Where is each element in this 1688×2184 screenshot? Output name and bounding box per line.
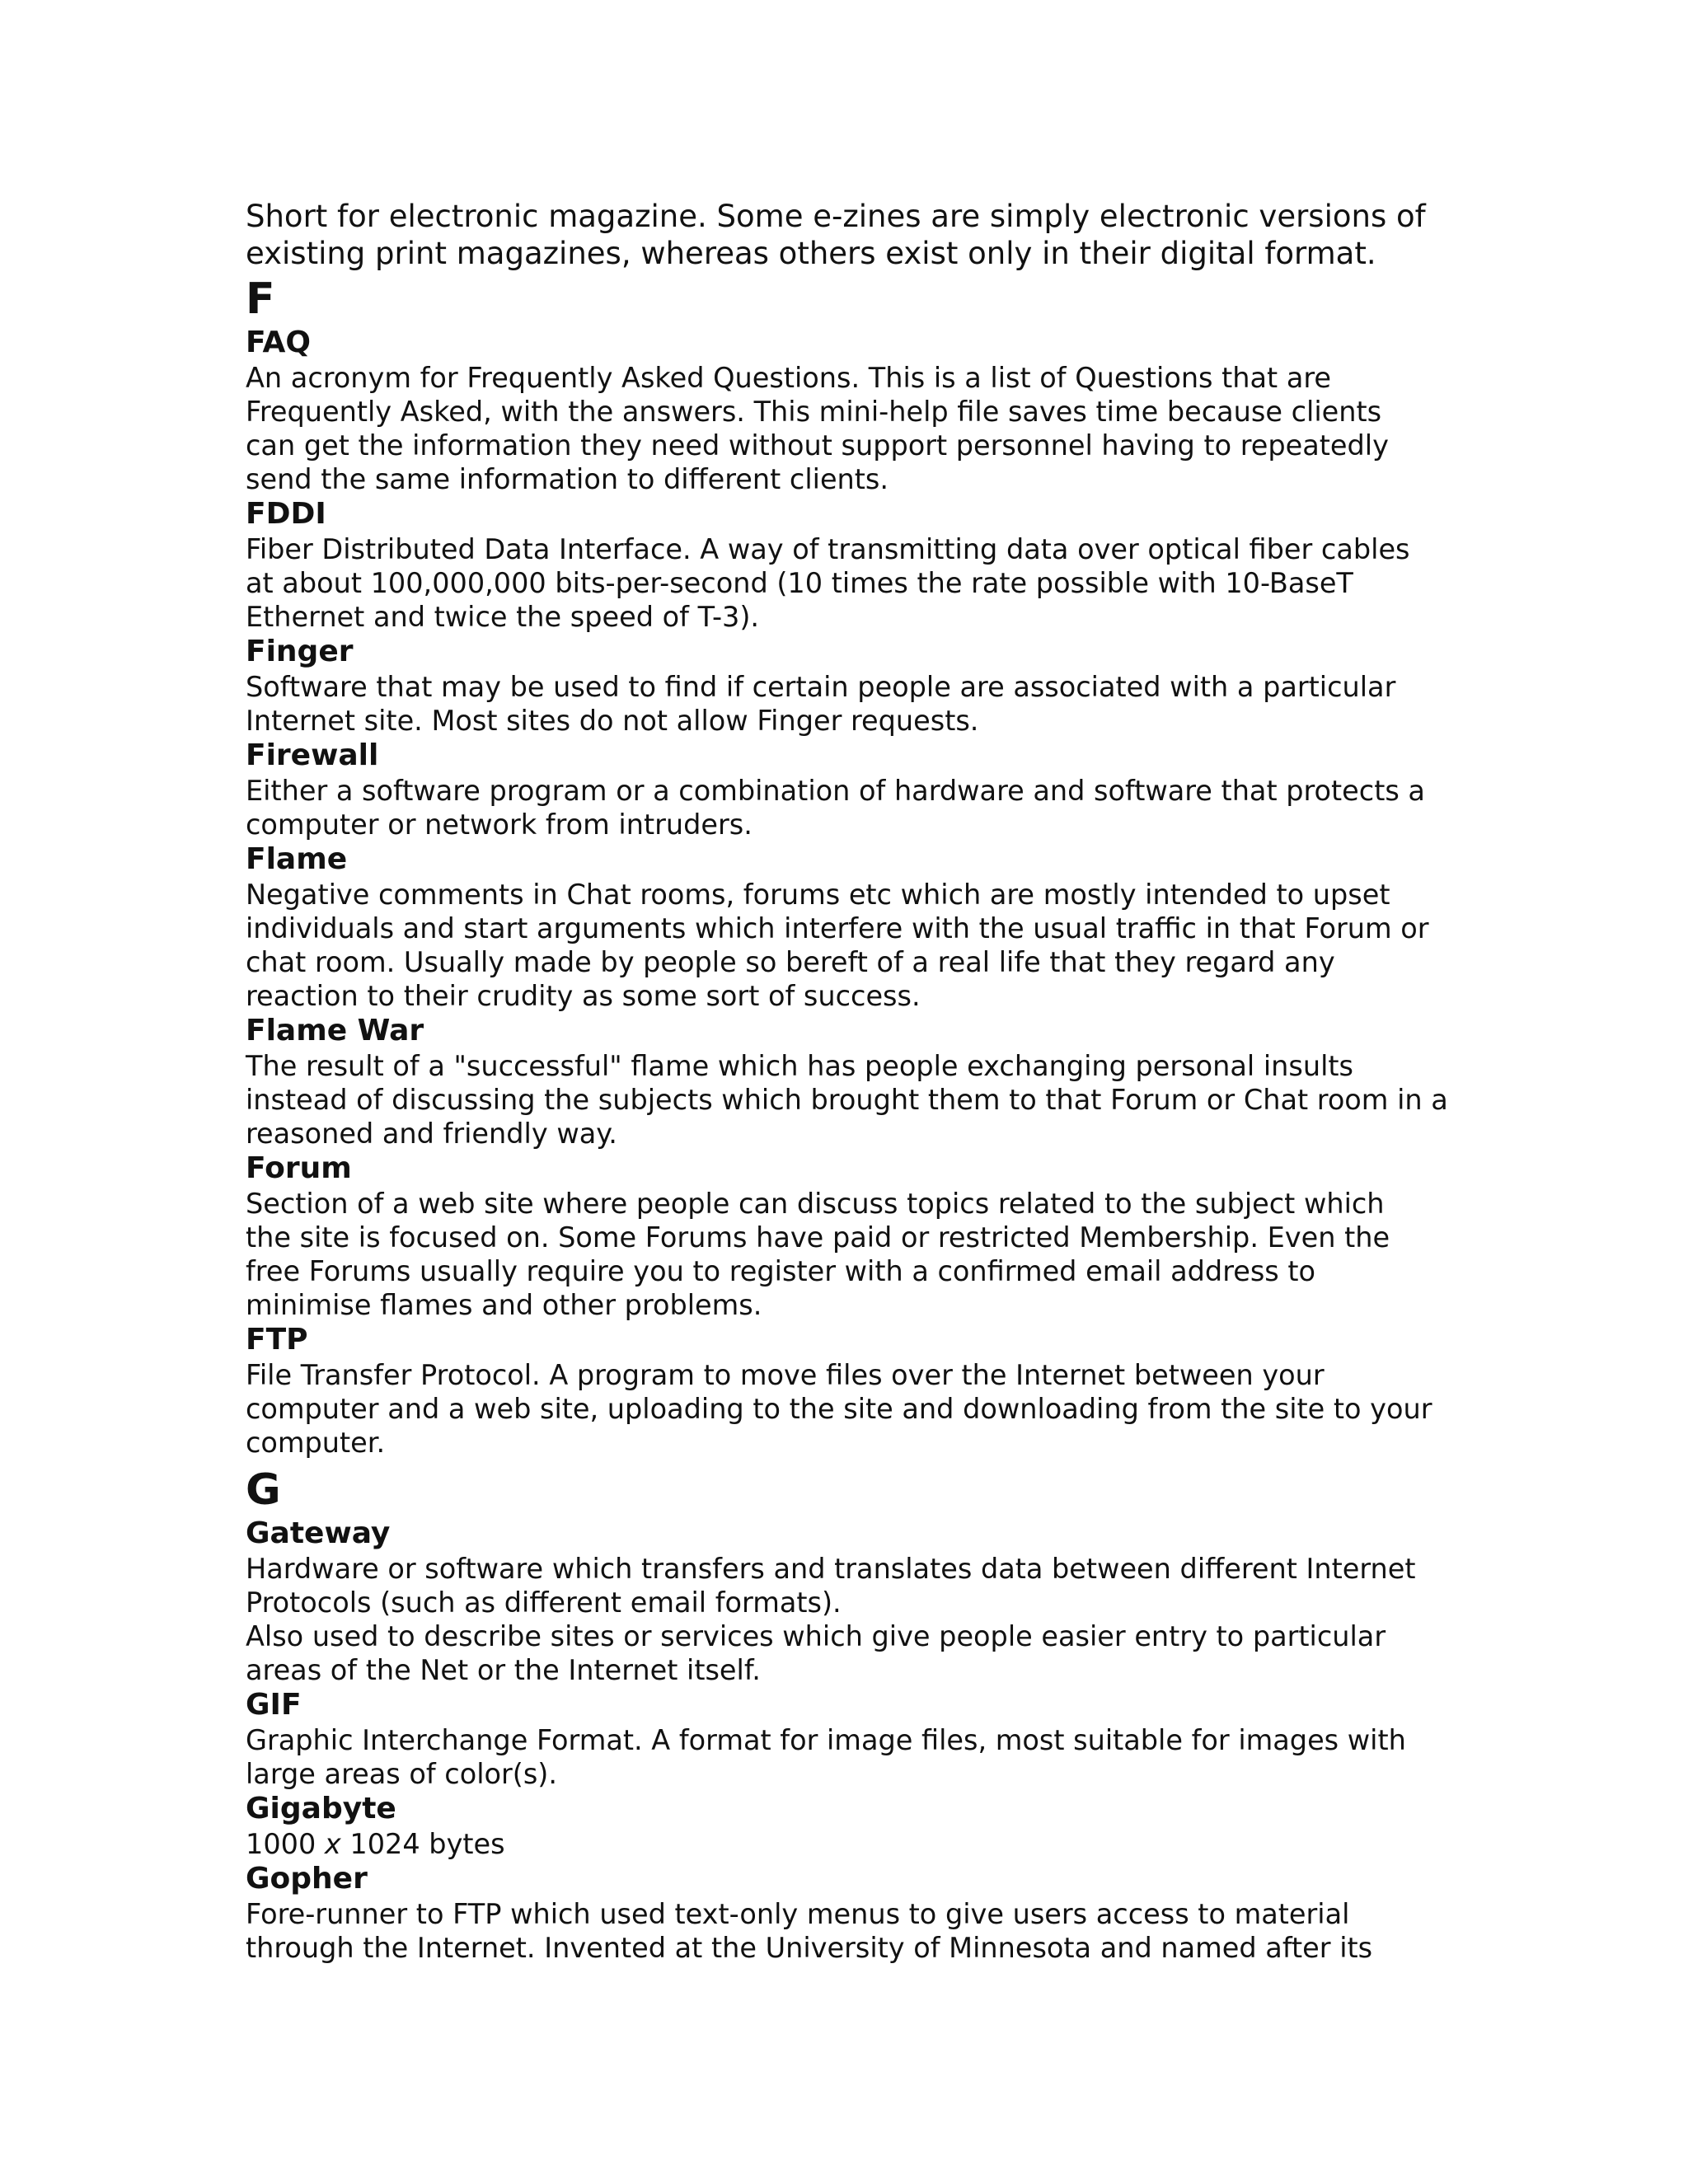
entry-flame [246,841,1449,1013]
section-letter-f: F [246,274,275,324]
term-definition: The result of a "successful" flame which has people exchanging personal insults instead of discussing the subjects which brought them to that Forum or Chat room in a reasoned and friendly way. [246,1050,1448,1150]
term-heading: Flame War [246,1014,424,1047]
entry-ftp [246,1322,1449,1460]
entry-fddi [246,496,1449,634]
term-definition: An acronym for Frequently Asked Questions. This is a list of Questions that are Frequently Asked, with the answers. This mini-help file saves time because clients can get the information they need without support personnel having to repeatedly send the same information to different clients. [246,362,1389,495]
term-definition: Negative comments in Chat rooms, forums etc which are mostly intended to upset individuals and start arguments which interfere with the usual traffic in that Forum or chat room. Usually made by people so bereft of a real life that they regard any reaction to their crudity as some sort of success. [246,879,1429,1012]
term-definition: Software that may be used to find if certain people are associated with a particular Internet site. Most sites do not allow Finger requests. [246,671,1396,737]
entry-firewall [246,738,1449,841]
term-heading: Finger [246,635,354,668]
entry-finger [246,634,1449,738]
term-definition: Section of a web site where people can discuss topics related to the subject which the site is focused on. Some Forums have paid or restricted Membership. Even the free Forums usually require you to register with a confirmed email address to minimise flames and other problems. [246,1188,1390,1321]
entry-gateway [246,1516,1449,1687]
entry-forum [246,1151,1449,1322]
definition-value-a: 1000 [246,1828,316,1860]
term-definition-extra: Also used to describe sites or services which give people easier entry to particular areas of the Net or the Internet itself. [246,1620,1386,1686]
term-definition: Fiber Distributed Data Interface. A way of transmitting data over optical fiber cables at about 100,000,000 bits-per-second (10 times the rate possible with 10-BaseT Ethernet and twice the speed of T-3). [246,533,1410,633]
term-definition: Either a software program or a combination of hardware and software that protects a computer or network from intruders. [246,775,1425,841]
term-heading: Firewall [246,738,379,772]
glossary-page [246,198,1449,1965]
ezine-definition-continued: Short for electronic magazine. Some e-zines are simply electronic versions of existing print magazines, whereas others exist only in their digital format. [246,199,1426,271]
term-definition: File Transfer Protocol. A program to move files over the Internet between your computer and a web site, uploading to the site and downloading from the site to your computer. [246,1359,1432,1459]
term-heading: Gigabyte [246,1792,396,1825]
term-heading: FAQ [246,326,311,359]
term-definition: Fore-runner to FTP which used text-only menus to give users access to material through the Internet. Invented at the University of Minnesota and named after its [246,1898,1373,1964]
term-heading: Forum [246,1151,352,1185]
entry-flame-war [246,1013,1449,1151]
entry-gif [246,1687,1449,1791]
term-heading: FTP [246,1323,308,1357]
term-definition [246,1827,1449,1861]
term-heading: Gopher [246,1862,368,1896]
multiply-sign: x [324,1828,341,1860]
entry-gopher [246,1861,1449,1965]
term-heading: Flame [246,842,348,876]
term-heading: GIF [246,1688,302,1722]
section-letter-g: G [246,1465,281,1515]
definition-value-b: 1024 bytes [349,1828,505,1860]
entry-gigabyte [246,1791,1449,1861]
term-heading: FDDI [246,497,326,531]
entry-faq [246,325,1449,496]
term-definition: Graphic Interchange Format. A format for image files, most suitable for images with large areas of color(s). [246,1724,1406,1790]
term-definition: Hardware or software which transfers and translates data between different Internet Protocols (such as different email formats). [246,1553,1416,1619]
term-heading: Gateway [246,1516,391,1550]
